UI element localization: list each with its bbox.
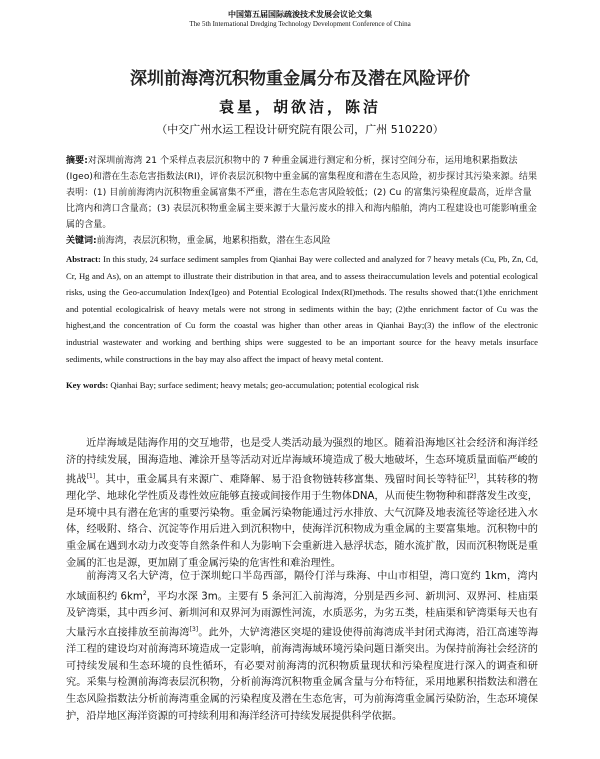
p2-text-b: ，平均水深 3m。主要有 5 条河汇入前海湾，分别是西乡河、新圳河、双界河、桂庙渠及铲湾渠，其中西乡河、新圳河和双界河为雨源性河流，水质恶劣，为劣五类，桂庙渠和铲湾渠每天也有大量污水直接排放至前海湾 — [66, 590, 538, 639]
body-paragraph-1 — [66, 436, 538, 572]
authors: 袁星，胡欲洁，陈洁 — [218, 98, 381, 116]
paper-title: 深圳前海湾沉积物重金属分布及潜在风险评价 — [130, 69, 470, 89]
p1-text-a: 近岸海域是陆海作用的交互地带，也是受人类活动最为强烈的地区。随着沿海地区社会经济和海洋经济的持续发展，围海造地、滩涂开垦等活动对近岸海域环境造成了极大地破坏，生态环境质量面临严峻的挑战 — [66, 438, 538, 486]
p2-text-a: 前海湾又名大铲湾，位于深圳蛇口半岛西部，隔伶仃洋与珠海、中山市相望，湾口宽约 1km，湾内水域面积约 6km — [66, 571, 538, 602]
affiliation: （中交广州水运工程设计研究院有限公司，广州 510220） — [156, 123, 444, 136]
keywords-cn-text: 前海湾，表层沉积物，重金属，地累积指数，潜在生态风险 — [96, 236, 331, 246]
keywords-en — [66, 380, 538, 390]
abstract-cn-text: 对深圳前海湾 21 个采样点表层沉积物中的 7 种重金属进行测定和分析，探讨空间分布，运用地积累指数法(Igeo)和潜在生态危害指数法(RI)，评价表层沉积物中重金属的富集程度和潜在生态风险，初步探讨其污染来源。结果表明：(1) 目前前海湾内沉积物重金属富集不严重，潜在生态危害风险较低；(2) Cu 的富集污染程度最高，近岸含量比湾内和湾口含量高；(3) 表层沉积物重金属主要来源于大量污废水的排入和海内船舶，湾内工程建设也可能影响重金属的含量。 — [66, 156, 538, 230]
running-header — [0, 10, 600, 29]
abstract-cn-label: 摘要: — [66, 156, 88, 166]
body-paragraph-2 — [66, 569, 538, 725]
abstract-en — [66, 251, 538, 367]
abstract-en-text: In this study, 24 surface sediment samples from Qianhai Bay were collected and analyzed for 7 heavy metals (Cu, Pb, Zn, Cd, Cr, Hg and As), on an attempt to illustrate their distribution in that area, and to assess theiraccumulation levels and potential ecological risks, using the Geo-accumulation Index(Igeo) and Potential Ecological Index(RI)methods. The results showed that:(1)the enrichment and potential ecologicalrisk of heavy metals were not strong in sediments within the bay; (2)the enrichment factor of Cu was the highest,and the concentration of Cu form the coastal was higher than other areas in Qianhai Bay;(3) the inflow of the electronic industrial wastewater and working and berthing ships were suggested to be an important source for the heavy metals insurface sediments, while constructions in the bay may also affect the impact of heavy metal content. — [66, 254, 538, 364]
keywords-en-text: Qianhai Bay; surface sediment; heavy metals; geo-accumulation; potential ecological risk — [110, 380, 419, 390]
p1-text-b: 。其中，重金属具有来源广、难降解、易于沿食物链转移富集、残留时间长等特征 — [95, 474, 468, 486]
header-en: The 5th International Dredging Technology Development Conference of China — [189, 20, 411, 28]
area-superscript: 2 — [142, 589, 147, 597]
citation-2: [2] — [467, 473, 476, 481]
keywords-cn — [66, 233, 538, 249]
keywords-en-label: Key words: — [66, 380, 109, 390]
keywords-cn-label: 关键词: — [66, 236, 97, 246]
header-cn: 中国第五届国际疏浚技术发展会议论文集 — [228, 10, 372, 19]
citation-3: [3] — [189, 626, 199, 634]
citation-1: [1] — [86, 473, 96, 481]
abstract-cn — [66, 153, 538, 233]
abstract-en-label: Abstract: — [66, 254, 101, 264]
p1-text-c: ，其转移的物理化学、地球化学性质及毒性效应能够直接或间接作用于生物体DNA，从而使生物物种和群落发生改变，是环境中具有潜在危害的重要污染物。重金属污染物能通过污水排放、大气沉降及地表流径等途径进入水体，经吸附、络合、沉淀等作用后进入到沉积物中，使海洋沉积物成为重金属的主要富集地。沉积物中的重金属在遇到水动力改变等自然条件和人为影响下会重新进入悬浮状态，随水流扩散，因而沉积物既是重金属的汇也是源，更加剧了重金属污染的危害性和难治理性。 — [66, 474, 539, 569]
p2-text-c: 。此外，大铲湾港区突堤的建设使得前海湾成半封闭式海湾，沿江高速等海洋工程的建设均对前海湾环境造成一定影响，前海湾海域环境污染问题日渐突出。为保持前海社会经济的可持续发展和生态环境的良性循环，有必要对前海湾的沉积物质量现状和污染程度进行深入的调查和研究。采集与检测前海湾表层沉积物，分析前海湾沉积物重金属含量与分布特征，采用地累积指数法和潜在生态风险指数法分析前海湾重金属的污染程度及潜在生态危害，可为前海湾重金属污染防治，生态环境保护，沿岸地区海洋资源的可持续利用和海洋经济可持续发展提供科学依据。 — [66, 627, 539, 722]
